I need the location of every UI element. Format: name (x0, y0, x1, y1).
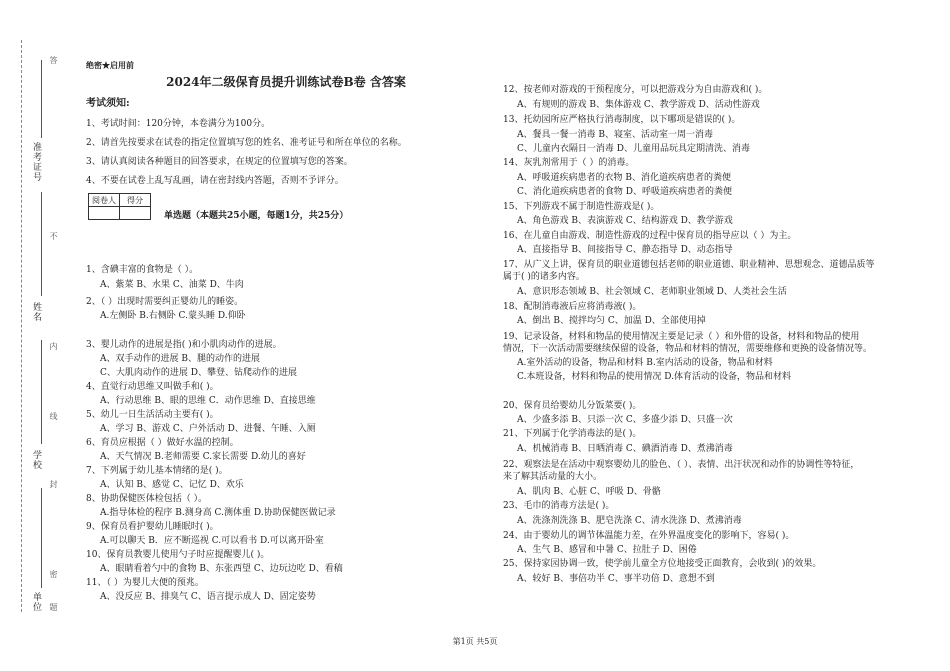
seal-char: 内 (49, 342, 58, 350)
notice-item: 1、考试时间：120分钟，本卷满分为100分。 (86, 119, 271, 129)
seal-char: 答 (49, 56, 58, 64)
answer-options: C、大肌肉动作的进展 D、攀登、钻爬动作的进展 (100, 368, 297, 378)
answer-options: C.本班设备，材料和物品的使用情况 D.体育活动的设备，物品和材料 (517, 372, 792, 382)
question-text: 4、直觉行动思维又叫做手和( )。 (86, 382, 219, 392)
answer-options: A、倒出 B、搅拌均匀 C、加温 D、全部使用掉 (517, 316, 706, 326)
secret-mark: 绝密★启用前 (86, 60, 134, 70)
notice-item: 2、请首先按要求在试卷的指定位置填写您的姓名、准考证号和所在单位的名称。 (86, 138, 407, 148)
answer-options: A、机械消毒 B、日晒消毒 C、碘酒消毒 D、煮沸消毒 (517, 444, 733, 454)
question-text: 18、配制消毒液后应将消毒液( )。 (503, 302, 642, 312)
question-text: 7、下列属于幼儿基本情绪的是( )。 (86, 466, 228, 476)
section-heading: 单选题（本题共25小题，每题1分，共25分） (164, 211, 349, 221)
label-school: 学校 (31, 450, 41, 470)
seal-char: 封 (49, 480, 58, 488)
question-text: 9、保育员看护婴幼儿睡眠时( )。 (86, 522, 219, 532)
question-text: 20、保育员给婴幼儿分饭菜要( )。 (503, 401, 642, 411)
question-text: 3、婴儿动作的进展是指( )和小肌肉动作的进展。 (86, 340, 282, 350)
answer-options: A、行动思维 B、眼的思维 C．动作思维 D、直接思维 (100, 396, 316, 406)
answer-options: A、角色游戏 B、表演游戏 C、结构游戏 D、教学游戏 (517, 216, 733, 226)
answer-options: A.左侧卧 B.右侧卧 C.蒙头睡 D.仰卧 (100, 311, 246, 321)
seal-char: 线 (49, 412, 58, 420)
answer-options: A、洗涤剂洗涤 B、肥皂洗涤 C、清水洗涤 D、煮沸消毒 (517, 516, 742, 526)
blank-line (41, 60, 42, 138)
answer-options: C、消化道疾病患者的食物 D、呼吸道疾病患者的粪便 (517, 187, 732, 197)
question-text: 11、（ ）为婴儿大便的预兆。 (86, 578, 204, 588)
notice-item: 3、请认真阅读各种题目的回答要求，在规定的位置填写您的答案。 (86, 157, 353, 167)
answer-options: A、眼睛看着勺中的食物 B、东张西望 C、边玩边吃 D、看稿 (100, 564, 343, 574)
question-text: 来了解其活动量的大小。 (503, 472, 603, 482)
question-text: 19、记录设备，材料和物品的使用情况主要是记录（ ）和外借的设备，材料和物品的使用 (503, 332, 860, 342)
answer-options: A、有规则的游戏 B、集体游戏 C、教学游戏 D、活动性游戏 (517, 100, 760, 110)
notice-item: 4、不要在试卷上乱写乱画，请在密封线内答题，否则不予评分。 (86, 176, 344, 186)
label-name: 姓名 (31, 302, 41, 322)
answer-options: A.可以聊天 B．应不断巡视 C.可以看书 D.可以离开卧室 (100, 536, 324, 546)
question-text: 22、观察法是在活动中观察婴幼儿的脸色、（ ）、表情、出汗状况和动作的协调性等特征， (503, 460, 860, 470)
blank-line (41, 340, 42, 444)
answer-options: A.室外活动的设备，物品和材料 B.室内活动的设备，物品和材料 (517, 358, 773, 368)
question-text: 1、含碘丰富的食物是（ ）。 (86, 265, 199, 275)
answer-options: A、认知 B、感觉 C、记忆 D、欢乐 (100, 480, 244, 490)
seal-line (21, 40, 22, 612)
blank-line (41, 192, 42, 296)
score-header-score: 得分 (120, 194, 151, 207)
answer-options: A、直接指导 B、间接指导 C、静态指导 D、动态指导 (517, 245, 733, 255)
question-text: 25、保持家园协调一致，使学前儿童全方位地接受正面教育，会收到( )的效果。 (503, 559, 822, 569)
question-text: 6、育员应根据（ ）做好水温的控制。 (86, 438, 239, 448)
answer-options: A、呼吸道疾病患者的衣物 B、消化道疾病患者的粪便 (517, 173, 731, 183)
question-text: 13、托幼园所应严格执行消毒制度，以下哪项是错误的( )。 (503, 115, 741, 125)
answer-options: A、紫菜 B、水果 C、油菜 D、牛肉 (100, 280, 244, 290)
answer-options: A、餐具一餐一消毒 B、寝室、活动室一周一消毒 (517, 130, 713, 140)
answer-options: C、儿童内衣隔日一消毒 D、儿童用品玩具定期清洗、消毒 (517, 144, 750, 154)
answer-options: A、较好 B、事倍功半 C、事半功倍 D、意想不到 (517, 574, 715, 584)
question-text: 5、幼儿一日生活活动主要有( )。 (86, 410, 219, 420)
question-text: 23、毛巾的消毒方法是( )。 (503, 501, 615, 511)
answer-options: A、天气情况 B.老师需要 C.家长需要 D.幼儿的喜好 (100, 452, 306, 462)
score-table (88, 193, 151, 220)
label-exam-number: 准考证号 (31, 142, 41, 182)
seal-char: 题 (49, 603, 58, 611)
question-text: 14、灰乳剂常用于（ ）的消毒。 (503, 158, 635, 168)
question-text: 10、保育员教婴儿使用勺子时应提醒婴儿( )。 (86, 550, 270, 560)
exam-title: 2024年二级保育员提升训练试卷B卷 含答案 (166, 75, 406, 89)
question-text: 2、（ ）出现时需要纠正婴幼儿的睡姿。 (86, 297, 244, 307)
notice-title: 考试须知: (86, 98, 130, 109)
score-cell[interactable] (120, 207, 151, 220)
answer-options: A、少盛多添 B、只添一次 C、多盛少添 D、只盛一次 (517, 415, 733, 425)
answer-options: A、肌肉 B、心脏 C、呼吸 D、骨骼 (517, 487, 661, 497)
question-text: 8、协助保健医体检包括（ ）。 (86, 494, 208, 504)
seal-char: 密 (49, 570, 58, 578)
question-text: 属于( )的诸多内容。 (503, 272, 585, 282)
answer-options: A、双手动作的进展 B、腿的动作的进展 (100, 354, 260, 364)
answer-options: A、没反应 B、排臭气 C、语言提示成人 D、固定姿势 (100, 592, 316, 602)
score-header-grader: 阅卷人 (89, 194, 120, 207)
answer-options: A、学习 B、游戏 C、户外活动 D、进餐、午睡、入厕 (100, 424, 316, 434)
question-text: 24、由于婴幼儿的调节体温能力差，在外界温度变化的影响下，容易( )。 (503, 531, 795, 541)
question-text: 15、下列游戏不属于制造性游戏是( )。 (503, 202, 660, 212)
answer-options: A.指导体检的程序 B.测身高 C.测体重 D.协助保健医做记录 (100, 508, 336, 518)
answer-options: A、生气 B、感冒和中暑 C、拉肚子 D、困倦 (517, 545, 697, 555)
question-text: 情况，下一次活动需要继续保留的设备，物品和材料的情况，需要维修和更换的设备情况等。 (503, 344, 873, 354)
label-unit: 单位 (31, 592, 41, 612)
page-footer: 第1页 共5页 (452, 637, 498, 646)
question-text: 16、在儿童自由游戏、制造性游戏的过程中保育员的指导应以（ ）为主。 (503, 231, 797, 241)
blank-line (41, 488, 42, 588)
question-text: 12、按老师对游戏的干预程度分，可以把游戏分为自由游戏和( )。 (503, 85, 768, 95)
binding-margin (28, 40, 64, 620)
question-text: 17、从广义上讲，保育员的职业道德包括老师的职业道德、职业精神、思想观念、道德品质等 (503, 260, 875, 270)
score-cell[interactable] (89, 207, 120, 220)
question-text: 21、下列属于化学消毒法的是( )。 (503, 429, 642, 439)
seal-char: 不 (49, 232, 58, 240)
answer-options: A、意识形态领域 B、社会领域 C、老师职业领域 D、人类社会生活 (517, 287, 787, 297)
